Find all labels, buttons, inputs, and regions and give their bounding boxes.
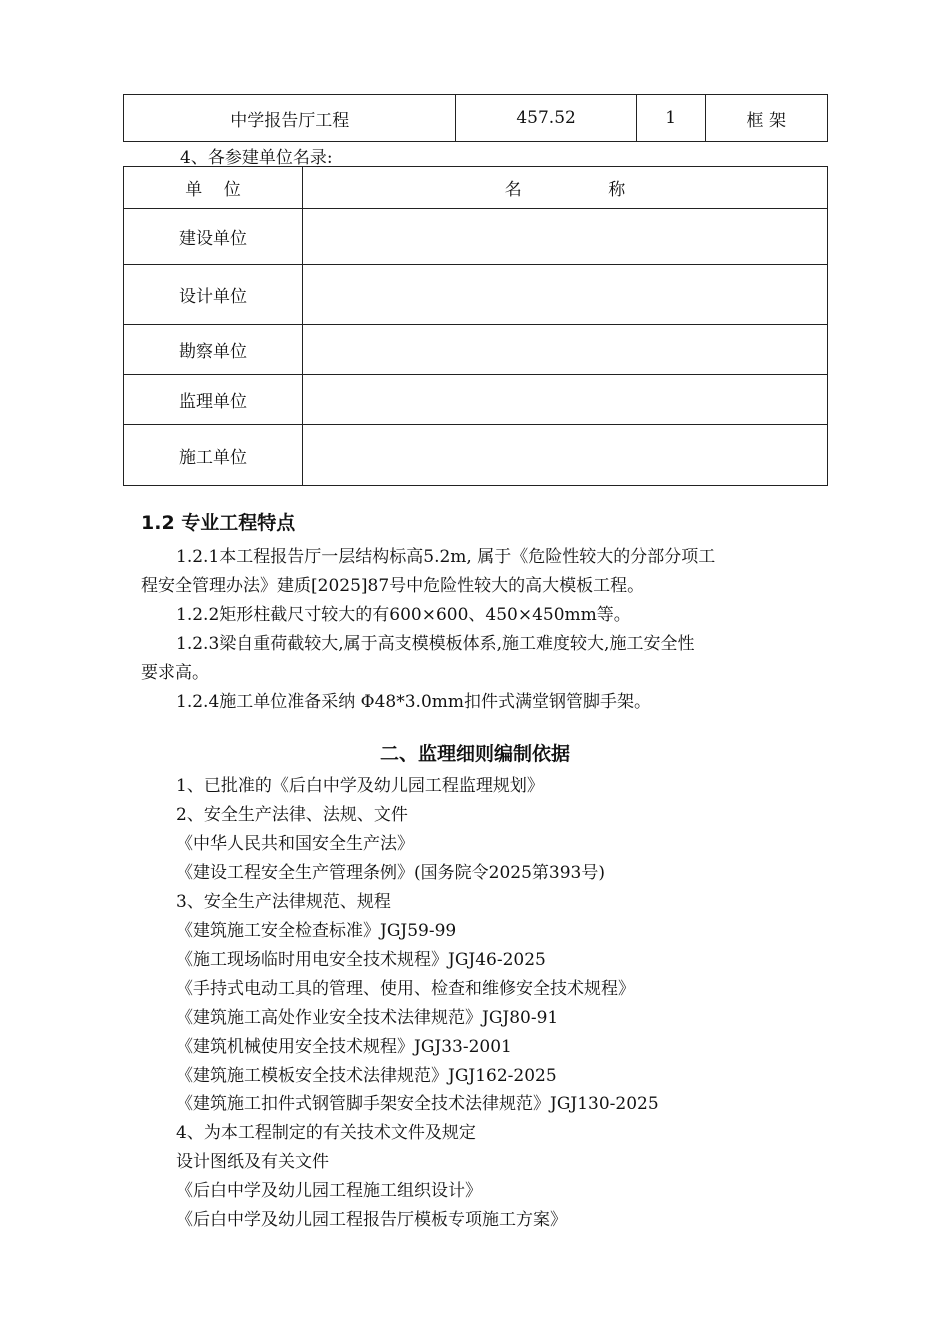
paragraph-1-2-2: 1.2.2矩形柱截尺寸较大的有600×600、450×450mm等。: [176, 605, 631, 625]
basis-line: 《后白中学及幼儿园工程报告厅模板专项施工方案》: [176, 1210, 567, 1230]
project-name-cell: 中学报告厅工程: [124, 95, 456, 142]
table-row: [124, 375, 828, 425]
basis-line: 《手持式电动工具的管理、使用、检查和维修安全技术规程》: [176, 979, 635, 999]
name-cell: [303, 209, 828, 265]
basis-line: 2、安全生产法律、法规、文件: [176, 805, 408, 825]
basis-line: 《建筑机械使用安全技术规程》JGJ33-2001: [176, 1037, 512, 1057]
paragraph-1-2-3-cont: 要求高。: [141, 663, 209, 683]
name-cell: [303, 375, 828, 425]
paragraph-1-2-1: 1.2.1本工程报告厅一层结构标高5.2m, 属于《危险性较大的分部分项工: [176, 547, 716, 567]
paragraph-1-2-4: 1.2.4施工单位准备采纳 Φ48*3.0mm扣件式满堂钢管脚手架。: [176, 692, 652, 712]
name-cell: [303, 265, 828, 325]
basis-line: 《建筑施工模板安全技术法律规范》JGJ162-2025: [176, 1066, 557, 1086]
name-cell: [303, 425, 828, 486]
basis-line: 设计图纸及有关文件: [176, 1152, 329, 1172]
table-row: [124, 425, 828, 486]
table-header-row: [124, 167, 828, 209]
name-cell: [303, 325, 828, 375]
structure-cell: 框 架: [705, 95, 828, 142]
section-1-2-title: 1.2 专业工程特点: [141, 512, 296, 534]
basis-line: 《中华人民共和国安全生产法》: [176, 834, 414, 854]
basis-line: 4、为本工程制定的有关技术文件及规定: [176, 1123, 476, 1143]
basis-line: 《后白中学及幼儿园工程施工组织设计》: [176, 1181, 482, 1201]
basis-line: 《建设工程安全生产管理条例》(国务院令2025第393号): [176, 863, 605, 883]
paragraph-1-2-3: 1.2.3梁自重荷截较大,属于高支模模板体系,施工难度较大,施工安全性: [176, 634, 695, 654]
units-caption: 4、各参建单位名录:: [180, 148, 333, 168]
unit-header: 单 位: [124, 167, 303, 209]
unit-cell: 建设单位: [124, 209, 303, 265]
unit-cell: 施工单位: [124, 425, 303, 486]
table-row: [124, 265, 828, 325]
name-header: 名 称: [303, 167, 828, 209]
basis-line: 3、安全生产法律规范、规程: [176, 892, 391, 912]
table-row: [124, 95, 828, 142]
basis-line: 《施工现场临时用电安全技术规程》JGJ46-2025: [176, 950, 546, 970]
unit-cell: 勘察单位: [124, 325, 303, 375]
table-row: [124, 325, 828, 375]
basis-line: 《建筑施工扣件式钢管脚手架安全技术法律规范》JGJ130-2025: [176, 1094, 659, 1114]
floors-cell: 1: [636, 95, 705, 142]
basis-line: 《建筑施工安全检查标准》JGJ59-99: [176, 921, 457, 941]
table-row: [124, 209, 828, 265]
basis-line: 《建筑施工高处作业安全技术法律规范》JGJ80-91: [176, 1008, 559, 1028]
basis-line: 1、已批准的《后白中学及幼儿园工程监理规划》: [176, 776, 544, 796]
project-table: [123, 94, 828, 142]
unit-cell: 设计单位: [124, 265, 303, 325]
paragraph-1-2-1-cont: 程安全管理办法》建质[2025]87号中危险性较大的高大模板工程。: [141, 576, 645, 596]
units-table: [123, 166, 828, 486]
section-2-title: 二、监理细则编制依据: [379, 743, 570, 765]
unit-cell: 监理单位: [124, 375, 303, 425]
area-cell: 457.52: [456, 95, 636, 142]
